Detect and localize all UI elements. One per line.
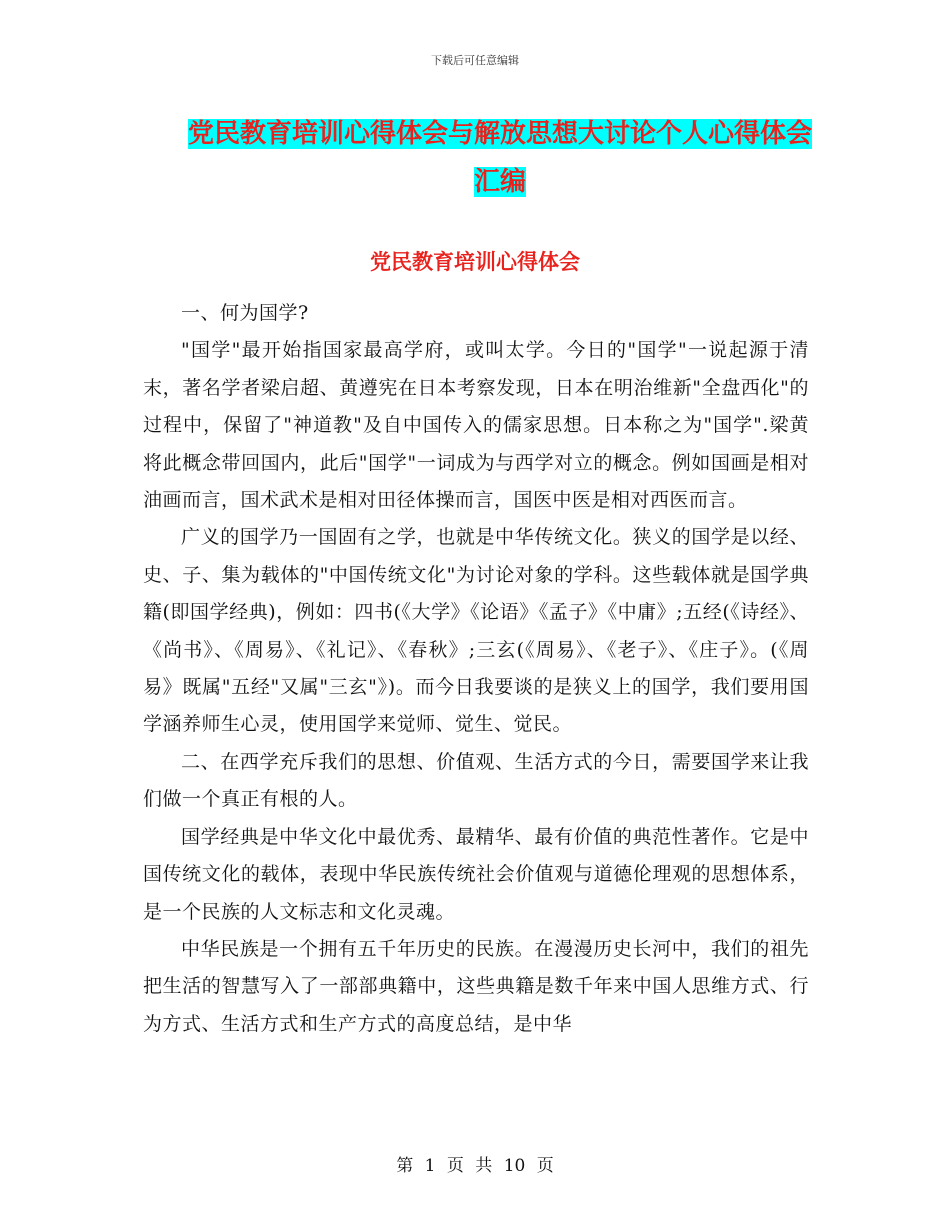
paragraph-heading-1: 一、何为国学? <box>181 302 309 324</box>
paragraph-heading-2: 二、在西学充斥我们的思想、价值观、生活方式的今日，需要国学来让我们做一个真正有根的人。 <box>143 750 809 811</box>
paragraph: "国学"最开始指国家最高学府，或叫太学。今日的"国学"一说起源于清末，著名学者梁启超、黄遵宪在日本考察发现，日本在明治维新"全盘西化"的过程中，保留了"神道教"及自中国传入的儒家思想。日本称之为"国学".梁黄将此概念带回国内，此后"国学"一词成为与西学对立的概念。例如国画是相对油画而言，国术武术是相对田径体操而言，国医中医是相对西医而言。 <box>143 339 809 512</box>
page-number: 第 1 页 共 10 页 <box>396 1156 554 1176</box>
paragraph: 中华民族是一个拥有五千年历史的民族。在漫漫历史长河中，我们的祖先把生活的智慧写入了一部部典籍中，这些典籍是数千年来中国人思维方式、行为方式、生活方式和生产方式的高度总结，是中华 <box>143 937 809 1035</box>
paragraph: 广义的国学乃一国固有之学，也就是中华传统文化。狭义的国学是以经、史、子、集为载体的"中国传统文化"为讨论对象的学科。这些载体就是国学典籍(即国学经典)，例如：四书(《大学》《论语》《孟子》《中庸》;五经(《诗经》、《尚书》、《周易》、《礼记》、《春秋》;三玄(《周易》、《老子》、《庄子》。(《周易》既属"五经"又属"三玄"》)。而今日我要谈的是狭义上的国学，我们要用国学涵养师生心灵，使用国学来觉师、觉生、觉民。 <box>143 526 809 736</box>
page-header-note: 下载后可任意编辑 <box>431 54 519 67</box>
section-title: 党民教育培训心得体会 <box>370 250 580 274</box>
document-title <box>180 110 820 206</box>
document-title-text: 党民教育培训心得体会与解放思想大讨论个人心得体会汇编 <box>187 119 812 197</box>
paragraph: 国学经典是中华文化中最优秀、最精华、最有价值的典范性著作。它是中国传统文化的载体，表现中华民族传统社会价值观与道德伦理观的思想体系，是一个民族的人文标志和文化灵魂。 <box>143 825 809 923</box>
document-body <box>143 295 809 1043</box>
